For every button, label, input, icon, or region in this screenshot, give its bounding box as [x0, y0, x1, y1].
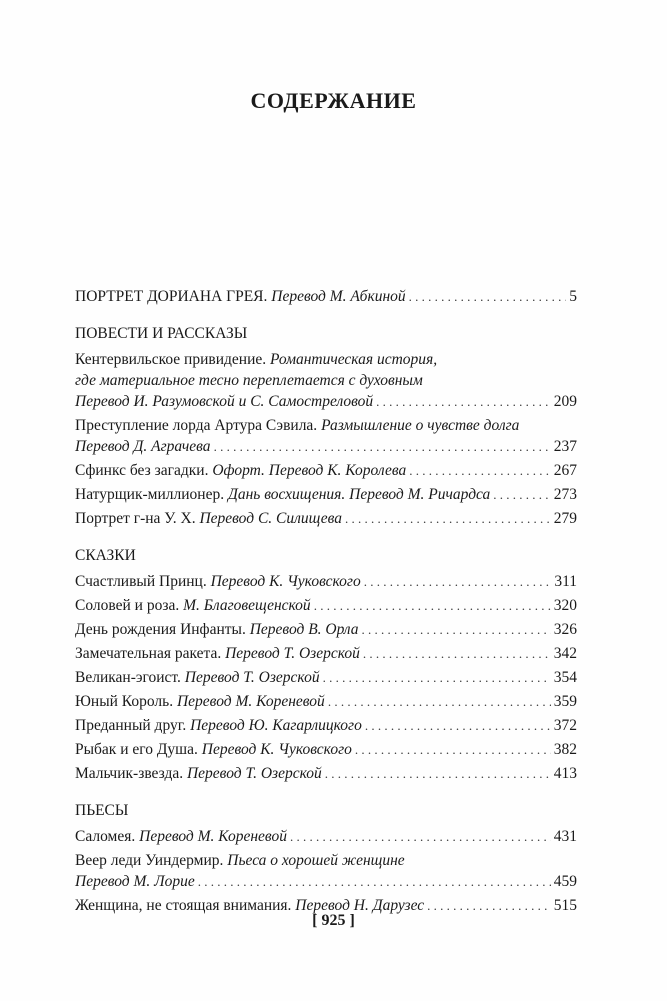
toc-entry[interactable]: День рождения Инфанты. Перевод В. Орла . . . 326 — [75, 619, 577, 640]
toc-entry[interactable]: Соловей и роза. М. Благовещенской . . . 320 — [75, 595, 577, 616]
entry-text: ПОРТРЕТ ДОРИАНА ГРЕЯ. Перевод М. Абкиной — [75, 288, 406, 305]
toc-entry[interactable]: Саломея. Перевод М. Кореневой . . . 431 — [75, 826, 577, 847]
entry-page: 209 — [553, 393, 577, 410]
leader-dots — [323, 667, 551, 688]
leader-dots — [365, 715, 551, 736]
toc-entry[interactable]: Великан-эгоист. Перевод Т. Озерской . . . 354 — [75, 667, 577, 688]
toc-entry[interactable]: Портрет г-на У. Х. Перевод С. Силищева . . . 279 — [75, 508, 577, 529]
entry-page: 354 — [553, 669, 577, 686]
entry-page: 326 — [553, 621, 577, 638]
entry-page: 273 — [553, 486, 577, 503]
entry-page: 279 — [553, 510, 577, 527]
leader-dots — [493, 484, 550, 505]
entry-page: 382 — [553, 741, 577, 758]
toc-entry-main[interactable] — [75, 286, 577, 307]
section-title: ПОВЕСТИ И РАССКАЗЫ — [75, 325, 248, 342]
leader-dots — [364, 571, 552, 592]
leader-dots — [214, 436, 551, 457]
toc-entry[interactable]: Рыбак и его Душа. Перевод К. Чуковского . . . 382 — [75, 739, 577, 760]
leader-dots — [325, 763, 551, 784]
toc-entry[interactable]: Женщина, не стоящая внимания. Перевод Н. Дарузес . . . 515 — [75, 895, 577, 916]
entry-page: 431 — [553, 828, 577, 845]
toc-entry[interactable]: Замечательная ракета. Перевод Т. Озерской . . . 342 — [75, 643, 577, 664]
entry-page: 342 — [553, 645, 577, 662]
toc-entry[interactable]: Счастливый Принц. Перевод К. Чуковского . . . 311 — [75, 571, 577, 592]
entry-page: 311 — [554, 573, 577, 590]
leader-dots — [345, 508, 551, 529]
entry-page: 359 — [553, 693, 577, 710]
entry-page: 5 — [569, 288, 577, 305]
leader-dots — [198, 871, 551, 892]
toc-entry[interactable]: Преступление лорда Артура Сэвила. Размышление о чувстве долга Перевод Д. Аграчева . . . 237 — [75, 415, 577, 457]
leader-dots — [328, 691, 551, 712]
leader-dots — [361, 619, 550, 640]
entry-page: 267 — [553, 462, 577, 479]
leader-dots — [376, 391, 551, 412]
page-number: [ 925 ] — [312, 912, 355, 929]
toc-entry[interactable]: Преданный друг. Перевод Ю. Кагарлицкого . . . 372 — [75, 715, 577, 736]
leader-dots — [314, 595, 551, 616]
leader-dots — [355, 739, 551, 760]
table-of-contents — [75, 286, 577, 919]
toc-entry[interactable]: Веер леди Уиндермир. Пьеса о хорошей женщине Перевод М. Лорие . . . 459 — [75, 850, 577, 892]
toc-entry[interactable]: Натурщик-миллионер. Дань восхищения. Перевод М. Ричардса . . . 273 — [75, 484, 577, 505]
section-title: СКАЗКИ — [75, 547, 136, 564]
entry-page: 237 — [553, 438, 577, 455]
entry-page: 320 — [553, 597, 577, 614]
entry-page: 515 — [553, 897, 577, 914]
toc-entry[interactable]: Кентервильское привидение. Романтическая история, где материальное тесно переплетается с духовным Перевод И. Разумовской и С. Самостреловой . . . 209 — [75, 349, 577, 412]
toc-entry[interactable]: Юный Король. Перевод М. Кореневой . . . 359 — [75, 691, 577, 712]
leader-dots — [290, 826, 551, 847]
leader-dots — [409, 286, 567, 307]
toc-entry[interactable]: Мальчик-звезда. Перевод Т. Озерской . . . 413 — [75, 763, 577, 784]
entry-page: 459 — [553, 873, 577, 890]
entry-page: 413 — [553, 765, 577, 782]
toc-entry[interactable]: Сфинкс без загадки. Офорт. Перевод К. Королева . . . 267 — [75, 460, 577, 481]
page-heading: СОДЕРЖАНИЕ — [250, 88, 417, 113]
entry-page: 372 — [553, 717, 577, 734]
section-title: ПЬЕСЫ — [75, 802, 129, 819]
leader-dots — [363, 643, 551, 664]
leader-dots — [409, 460, 550, 481]
